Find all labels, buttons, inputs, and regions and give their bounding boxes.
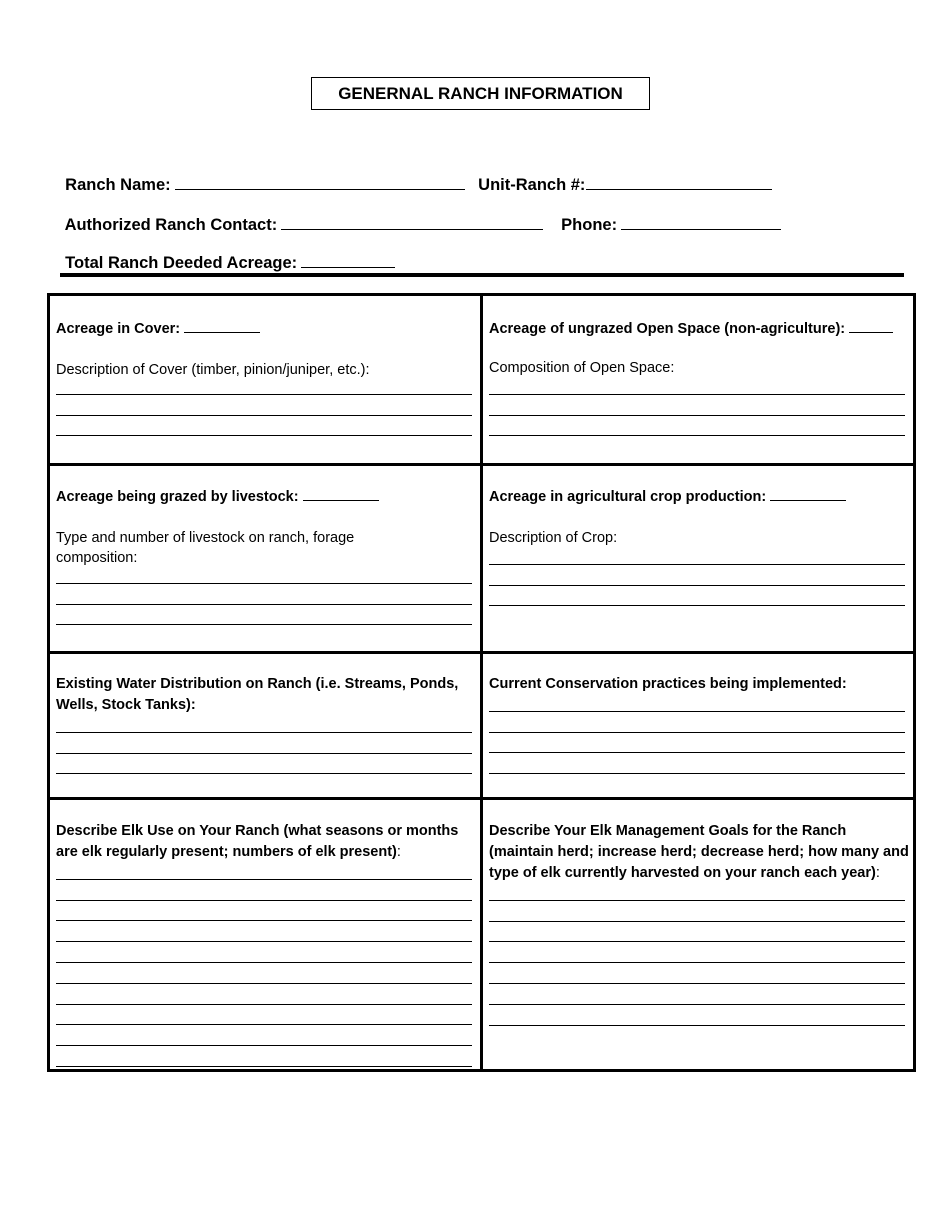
- phone-blank[interactable]: [621, 215, 781, 230]
- unit-ranch-field[interactable]: [469, 156, 772, 195]
- column-divider: [480, 296, 483, 1069]
- ranch-info-grid: [47, 293, 916, 1072]
- open-space-description-label: Composition of Open Space:: [489, 360, 675, 376]
- cover-description-label: Description of Cover (timber, pinion/juniper, etc.):: [56, 362, 370, 378]
- crop-description-lines[interactable]: [489, 564, 909, 607]
- crop-description-label: Description of Crop:: [489, 530, 618, 546]
- elk-use-cell: [56, 821, 476, 1067]
- grazed-acreage-blank[interactable]: [303, 488, 379, 501]
- elk-use-colon: :: [396, 844, 401, 860]
- row-divider-2: [50, 651, 913, 654]
- water-lines[interactable]: [56, 732, 476, 775]
- open-space-label-row: [489, 319, 909, 340]
- elk-goals-lines[interactable]: [489, 900, 909, 1026]
- crop-label: Acreage in agricultural crop production:: [489, 489, 767, 505]
- elk-use-lines[interactable]: [56, 879, 476, 1067]
- open-space-cell: [489, 319, 909, 436]
- water-cell: [56, 674, 476, 774]
- unit-ranch-blank[interactable]: [586, 175, 772, 190]
- grazed-label: Acreage being grazed by livestock:: [56, 489, 299, 505]
- grazed-cell: [56, 487, 476, 625]
- row-divider-3: [50, 797, 913, 800]
- authorized-contact-field[interactable]: [56, 196, 543, 235]
- elk-goals-label-row: [489, 821, 909, 884]
- conservation-cell: [489, 674, 909, 774]
- crop-acreage-blank[interactable]: [770, 488, 846, 501]
- crop-label-row: [489, 487, 909, 508]
- cover-acreage-blank[interactable]: [184, 320, 260, 333]
- open-space-label: Acreage of ungrazed Open Space (non-agriculture):: [489, 321, 846, 337]
- elk-use-label-row: [56, 821, 476, 863]
- crop-cell: [489, 487, 909, 606]
- deeded-acreage-label: Total Ranch Deeded Acreage:: [65, 254, 298, 272]
- grazed-description-lines[interactable]: [56, 583, 476, 626]
- elk-goals-cell: [489, 821, 909, 1026]
- ranch-name-field[interactable]: [56, 156, 465, 195]
- ranch-name-blank[interactable]: [175, 175, 465, 190]
- elk-goals-colon: :: [875, 865, 880, 881]
- deeded-acreage-field[interactable]: [56, 234, 395, 273]
- authorized-contact-label: Authorized Ranch Contact:: [64, 216, 278, 234]
- deeded-acreage-blank[interactable]: [301, 253, 395, 268]
- elk-goals-label: Describe Your Elk Management Goals for the Ranch (maintain herd; increase herd; decrease herd; how many and type of elk currently harvested on your ranch each year): [489, 823, 909, 881]
- authorized-contact-blank[interactable]: [281, 215, 543, 230]
- elk-use-label: Describe Elk Use on Your Ranch (what seasons or months are elk regularly present; numbers of elk present): [56, 823, 459, 860]
- grazed-description-label: Type and number of livestock on ranch, forage composition:: [56, 530, 355, 566]
- form-title: GENERNAL RANCH INFORMATION: [311, 77, 650, 110]
- row-divider-1: [50, 463, 913, 466]
- cover-label: Acreage in Cover:: [56, 321, 181, 337]
- water-label: Existing Water Distribution on Ranch (i.e. Streams, Ponds, Wells, Stock Tanks):: [56, 676, 459, 713]
- header-divider: [60, 273, 904, 277]
- conservation-lines[interactable]: [489, 711, 909, 774]
- phone-label: Phone:: [561, 216, 618, 234]
- unit-ranch-label: Unit-Ranch #:: [478, 176, 586, 194]
- cover-label-row: [56, 319, 476, 340]
- open-space-description-lines[interactable]: [489, 394, 909, 437]
- conservation-label: Current Conservation practices being implemented:: [489, 676, 847, 692]
- grazed-label-row: [56, 487, 476, 508]
- cover-cell: [56, 319, 476, 436]
- phone-field[interactable]: [552, 196, 781, 235]
- ranch-name-label: Ranch Name:: [65, 176, 171, 194]
- open-space-acreage-blank[interactable]: [849, 320, 893, 333]
- cover-description-lines[interactable]: [56, 394, 476, 437]
